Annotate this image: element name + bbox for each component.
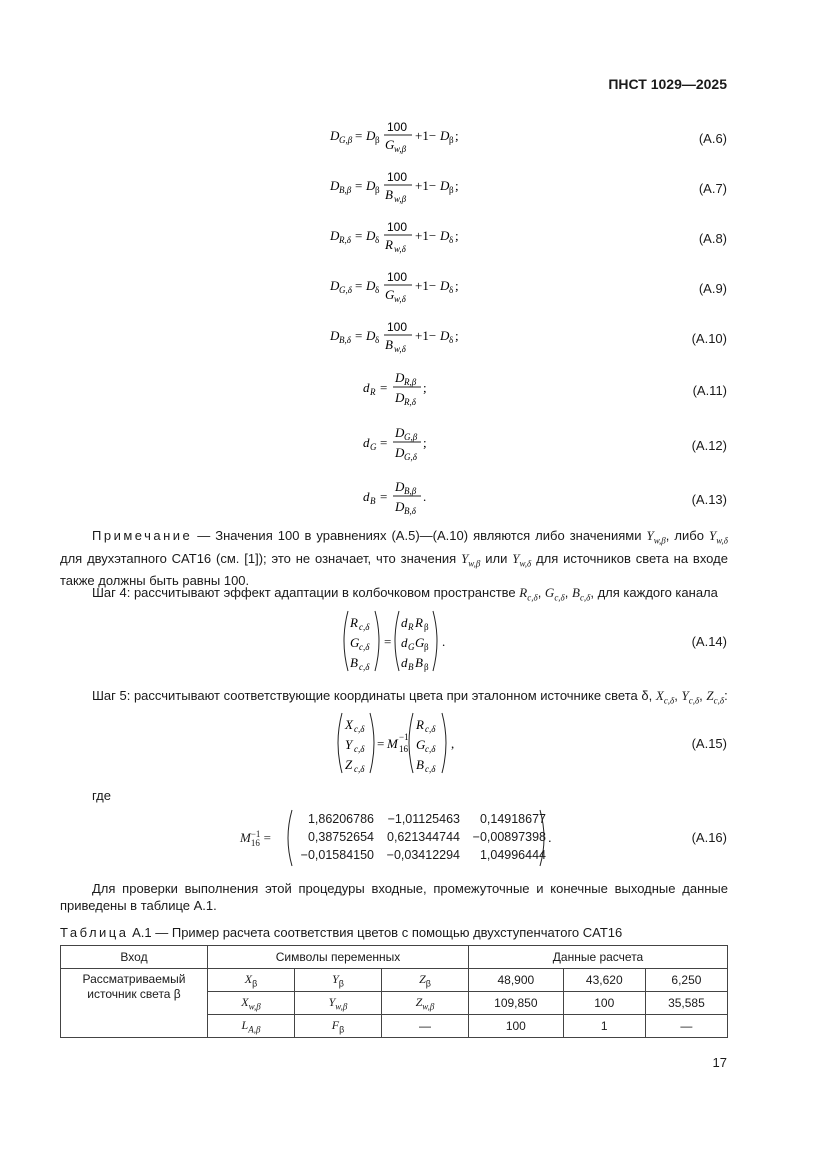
svg-text:B: B [415,655,423,670]
matrix-row [290,846,550,864]
svg-text:R,β: R,β [404,377,417,387]
svg-text:β: β [449,185,454,195]
svg-text:B,β: B,β [404,486,417,496]
equation-number: (A.11) [692,383,727,398]
svg-text:G,β: G,β [404,432,418,442]
svg-text:D: D [440,128,450,143]
header-input: Вход [61,946,208,969]
equation-a7 [0,168,827,208]
equation-a12 [0,424,827,464]
svg-text:D: D [366,178,376,193]
svg-text:G: G [416,737,426,752]
svg-text:w,δ: w,δ [394,344,406,354]
svg-text:+1−: +1− [415,128,437,143]
svg-text:16: 16 [399,744,408,754]
equation-number: (A.12) [691,438,727,453]
svg-text:=: = [380,380,388,395]
svg-text:B,δ: B,δ [339,335,351,345]
svg-text:;: ; [423,380,427,395]
svg-text:100: 100 [387,270,408,284]
svg-text:100: 100 [387,120,408,134]
check-paragraph: Для проверки выполнения этой процедуры входные, промежуточные и конечные выходные данные приведены в таблице А.1. [60,881,728,913]
svg-text:X: X [345,717,353,732]
svg-text:R: R [370,387,376,397]
equation-number: (A.13) [691,492,727,507]
svg-text:D: D [395,445,405,460]
svg-text:+1−: +1− [415,328,437,343]
symbol-cell: $L_{A,\beta}$ [208,1015,295,1038]
svg-text:δ: δ [449,335,454,345]
row-label: Рассматриваемый источник света β [61,969,208,1038]
svg-text:=: = [377,736,385,751]
svg-text:β: β [424,662,429,672]
svg-text:G: G [350,635,360,650]
svg-text:;: ; [455,278,459,293]
svg-text:d: d [363,489,370,504]
svg-text:β: β [375,135,380,145]
svg-text:w,δ: w,δ [394,294,406,304]
symbol-cell: $X_\beta$ [208,969,295,992]
svg-text:G: G [408,642,415,652]
svg-text:=: = [384,634,392,649]
svg-text:w,β: w,β [394,144,407,154]
svg-text:D: D [440,228,450,243]
svg-text:B: B [385,337,393,352]
svg-text:G,δ: G,δ [404,452,417,462]
svg-text:D: D [395,479,405,494]
svg-text:D: D [366,278,376,293]
page-number: 17 [712,1055,727,1070]
svg-text:δ: δ [449,235,454,245]
svg-text:d: d [401,655,408,670]
svg-text:c,δ: c,δ [354,764,365,774]
svg-text:R,δ: R,δ [339,235,351,245]
data-cell: 6,250 [645,969,727,992]
svg-text:β: β [424,642,429,652]
svg-text:+1−: +1− [415,278,437,293]
svg-text:.: . [442,634,446,649]
equation-number: (A.10) [691,331,727,346]
svg-text:d: d [363,435,370,450]
svg-text:δ: δ [449,285,454,295]
svg-text:=: = [355,278,363,293]
svg-text:D: D [366,128,376,143]
matrix-cell: 1,86206786 [307,812,374,826]
table-caption [60,925,622,940]
step4-text: Шаг 4: рассчитывают эффект адаптации в колбочковом пространстве [92,585,516,600]
equation-number: (A.6) [698,131,727,146]
symbol-cell: $F_\beta$ [295,1015,382,1038]
svg-text:D: D [395,390,405,405]
svg-text:B: B [408,662,414,672]
calculation-table [60,945,728,1038]
svg-text:d: d [401,635,408,650]
matrix-symbol: M−1 16 = [240,829,272,849]
svg-text:D: D [330,328,340,343]
matrix-bracket-right [539,808,553,868]
note-text: , либо [665,528,704,543]
svg-text:D: D [440,178,450,193]
symbol-cell: $Y_\beta$ [295,969,382,992]
svg-text:R: R [385,237,393,252]
equation-a13 [0,478,827,518]
equation-a10 [0,318,827,358]
svg-text:c,δ: c,δ [354,724,365,734]
equation-number: (A.9) [698,281,727,296]
svg-text:D: D [330,278,340,293]
svg-text:R: R [408,622,414,632]
svg-text:.: . [548,830,552,845]
step5-suffix: : [724,688,728,703]
symbol-cell: $Z_{w,\beta}$ [382,992,469,1015]
svg-text:D: D [440,328,450,343]
matrix-cell: −1,01125463 [387,812,460,826]
svg-text:,: , [451,736,455,751]
svg-text:;: ; [455,328,459,343]
note-text: или [485,550,508,566]
svg-text:Z: Z [345,757,353,772]
equation-a8 [0,218,827,258]
svg-text:D: D [395,425,405,440]
svg-text:G: G [415,635,425,650]
matrix-cell: −0,01584150 [300,848,374,862]
svg-text:=: = [380,435,388,450]
matrix-cell: 0,38752654 [307,830,374,844]
svg-text:c,δ: c,δ [425,744,436,754]
svg-text:G,δ: G,δ [339,285,352,295]
where-label: где [92,788,111,803]
svg-text:;: ; [455,228,459,243]
equation-number: (A.16) [691,830,727,845]
svg-text:β: β [424,622,429,632]
svg-text:D: D [395,370,405,385]
data-cell: 100 [469,1015,564,1038]
data-cell: 35,585 [645,992,727,1015]
svg-text:M: M [387,736,398,751]
standard-number: ПНСТ 1029—2025 [608,76,727,92]
data-cell: 48,900 [469,969,564,992]
matrix-cell: −0,03412294 [386,848,460,862]
note-label: Примечание [92,528,193,543]
matrix-row [290,810,550,828]
symbol-cell: $Y_{w,\beta}$ [295,992,382,1015]
svg-text:100: 100 [387,320,408,334]
svg-text:=: = [355,178,363,193]
data-cell: 109,850 [469,992,564,1015]
svg-text:=: = [355,228,363,243]
symbol-cell: $X_{w,\beta}$ [208,992,295,1015]
svg-text:B: B [370,496,376,506]
svg-text:D: D [395,499,405,514]
matrix-cell: 1,04996444 [479,848,546,862]
equation-a11 [0,369,827,409]
svg-text:c,δ: c,δ [425,764,436,774]
svg-text:G: G [370,442,377,452]
matrix-cell: −0,00897398 [472,830,546,844]
svg-text:.: . [423,489,427,504]
equation-a9 [0,268,827,308]
data-cell: — [645,1015,727,1038]
svg-text:R,δ: R,δ [404,397,416,407]
svg-text:δ: δ [375,235,380,245]
note-text: — Значения 100 в уравнениях (А.5)—(А.10) являются либо значениями [197,528,642,543]
svg-text:δ: δ [375,285,380,295]
data-cell: 43,620 [563,969,645,992]
svg-text:d: d [401,615,408,630]
header-symbols: Символы переменных [208,946,469,969]
svg-text:D: D [330,178,340,193]
data-cell: 100 [563,992,645,1015]
svg-text:;: ; [423,435,427,450]
svg-text:c,δ: c,δ [359,642,370,652]
svg-text:G: G [385,137,395,152]
svg-text:;: ; [455,128,459,143]
svg-text:=: = [355,328,363,343]
table-row [61,969,728,992]
svg-text:+1−: +1− [415,228,437,243]
note-paragraph: Примечание — Значения 100 в уравнениях (А.5)—(А.10) являются либо значениями $Y_{w,\beta}$, либо $Y_{w,\delta}$ для двухэтапного CAT16 (см. [1]); это не означает, что значения $Y_{w,\beta}$ или $Y_{w,\delta}$ для источников света на входе также должны быть равны 100. [60,528,728,589]
note-text: для источников света на входе также должны быть равны 100. [60,550,728,589]
svg-text:R: R [350,615,358,630]
svg-text:G,β: G,β [339,135,353,145]
svg-text:c,δ: c,δ [354,744,365,754]
equation-a15 [0,710,827,776]
step4-suffix: , для каждого канала [590,585,718,600]
svg-text:Y: Y [345,737,353,752]
symbol-cell: — [382,1015,469,1038]
equation-number: (A.14) [691,634,727,649]
svg-text:d: d [363,380,370,395]
svg-text:=: = [380,489,388,504]
matrix-cell: 0,14918677 [479,812,546,826]
svg-text:100: 100 [387,170,408,184]
svg-text:D: D [366,328,376,343]
svg-text:c,δ: c,δ [425,724,436,734]
svg-text:=: = [355,128,363,143]
step4-paragraph: Шаг 4: рассчитывают эффект адаптации в колбочковом пространстве $R_{c,\delta}$, $G_{c,\delta}$, $B_{c,\delta}$, для каждого канала [92,585,718,603]
svg-text:B: B [385,187,393,202]
data-cell: 1 [563,1015,645,1038]
svg-text:D: D [366,228,376,243]
table-caption-text: А.1 — Пример расчета соответствия цветов с помощью двухступенчатого CAT16 [132,925,623,940]
svg-text:B,β: B,β [339,185,352,195]
svg-text:w,δ: w,δ [394,244,406,254]
svg-text:G: G [385,287,395,302]
svg-text:c,δ: c,δ [359,662,370,672]
table-header-row [61,946,728,969]
svg-text:100: 100 [387,220,408,234]
svg-text:;: ; [455,178,459,193]
matrix-row [290,828,550,846]
header-data: Данные расчета [469,946,728,969]
svg-text:B,δ: B,δ [404,506,416,516]
svg-text:w,β: w,β [394,194,407,204]
svg-text:D: D [330,128,340,143]
step5-text: Шаг 5: рассчитывают соответствующие координаты цвета при эталонном источнике света δ, [92,688,653,703]
svg-text:D: D [440,278,450,293]
svg-text:β: β [375,185,380,195]
svg-text:δ: δ [375,335,380,345]
equation-a16 [0,808,827,868]
svg-text:β: β [449,135,454,145]
svg-text:+1−: +1− [415,178,437,193]
equation-number: (A.8) [698,231,727,246]
equation-a6 [0,118,827,158]
matrix-cell: 0,621344744 [387,830,460,844]
svg-text:B: B [416,757,424,772]
svg-text:B: B [350,655,358,670]
svg-text:R: R [415,615,423,630]
step5-paragraph: Шаг 5: рассчитывают соответствующие координаты цвета при эталонном источнике света δ, $X_{c,\delta}$, $Y_{c,\delta}$, $Z_{c,\delta}$: [92,688,728,706]
svg-text:c,δ: c,δ [359,622,370,632]
equation-number: (A.15) [691,736,727,751]
symbol-cell: $Z_\beta$ [382,969,469,992]
svg-text:−1: −1 [399,732,409,742]
table-caption-label: Таблица [60,925,129,940]
note-text: для двухэтапного CAT16 (см. [1]); это не означает, что значения [60,550,457,566]
equation-number: (A.7) [698,181,727,196]
svg-text:D: D [330,228,340,243]
svg-text:R: R [416,717,424,732]
equation-a14 [0,608,827,674]
matrix-table [290,810,550,864]
